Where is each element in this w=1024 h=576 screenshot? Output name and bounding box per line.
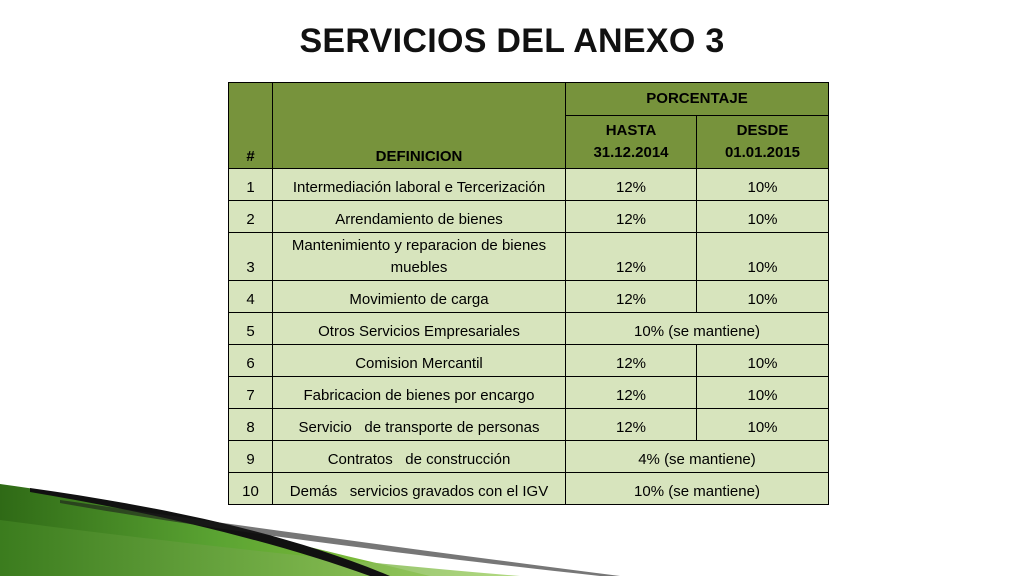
row-num: 9 <box>229 441 273 473</box>
table-row <box>229 377 829 409</box>
row-num: 5 <box>229 313 273 345</box>
row-porcentaje-merged: 10% (se mantiene) <box>566 313 829 345</box>
slide-title: SERVICIOS DEL ANEXO 3 <box>299 22 725 60</box>
row-definicion: Fabricacion de bienes por encargo <box>273 377 566 409</box>
row-desde: 10% <box>697 201 829 233</box>
row-desde: 10% <box>697 409 829 441</box>
row-definicion-line2: muebles <box>390 259 448 276</box>
row-definicion: Movimiento de carga <box>273 281 566 313</box>
table-row <box>229 169 829 201</box>
row-hasta: 12% <box>566 345 697 377</box>
row-definicion: Intermediación laboral e Tercerización <box>273 169 566 201</box>
row-hasta: 12% <box>566 409 697 441</box>
table-row <box>229 409 829 441</box>
row-hasta: 12% <box>566 201 697 233</box>
row-definicion: Demás servicios gravados con el IGV <box>273 473 566 505</box>
servicios-table <box>228 82 829 505</box>
row-desde: 10% <box>697 233 829 281</box>
row-hasta: 12% <box>566 377 697 409</box>
row-definicion: Servicio de transporte de personas <box>273 409 566 441</box>
row-hasta: 12% <box>566 281 697 313</box>
row-definicion: Otros Servicios Empresariales <box>273 313 566 345</box>
row-desde: 10% <box>697 281 829 313</box>
header-hasta <box>566 116 697 169</box>
row-definicion <box>273 233 566 281</box>
header-desde-label: DESDE <box>736 122 789 139</box>
header-hasta-date: 31.12.2014 <box>593 144 669 161</box>
header-desde <box>697 116 829 169</box>
row-desde: 10% <box>697 345 829 377</box>
row-definicion: Contratos de construcción <box>273 441 566 473</box>
table-row <box>229 345 829 377</box>
row-hasta: 12% <box>566 233 697 281</box>
header-hasta-label: HASTA <box>605 122 657 139</box>
table-row <box>229 473 829 505</box>
row-definicion: Comision Mercantil <box>273 345 566 377</box>
row-desde: 10% <box>697 169 829 201</box>
row-num: 3 <box>229 233 273 281</box>
row-num: 10 <box>229 473 273 505</box>
row-num: 6 <box>229 345 273 377</box>
row-desde: 10% <box>697 377 829 409</box>
header-definicion: DEFINICION <box>273 83 566 169</box>
row-num: 1 <box>229 169 273 201</box>
row-num: 8 <box>229 409 273 441</box>
table-row <box>229 201 829 233</box>
table-row <box>229 441 829 473</box>
table-row <box>229 281 829 313</box>
header-desde-date: 01.01.2015 <box>724 144 801 161</box>
row-num: 7 <box>229 377 273 409</box>
row-definicion: Arrendamiento de bienes <box>273 201 566 233</box>
row-porcentaje-merged: 4% (se mantiene) <box>566 441 829 473</box>
header-porcentaje: PORCENTAJE <box>566 83 829 116</box>
header-row-1 <box>229 83 829 116</box>
row-porcentaje-merged: 10% (se mantiene) <box>566 473 829 505</box>
row-definicion-line1: Mantenimiento y reparacion de bienes <box>291 237 547 254</box>
row-num: 4 <box>229 281 273 313</box>
row-num: 2 <box>229 201 273 233</box>
row-hasta: 12% <box>566 169 697 201</box>
table-row <box>229 313 829 345</box>
table-row <box>229 233 829 281</box>
header-num: # <box>229 83 273 169</box>
